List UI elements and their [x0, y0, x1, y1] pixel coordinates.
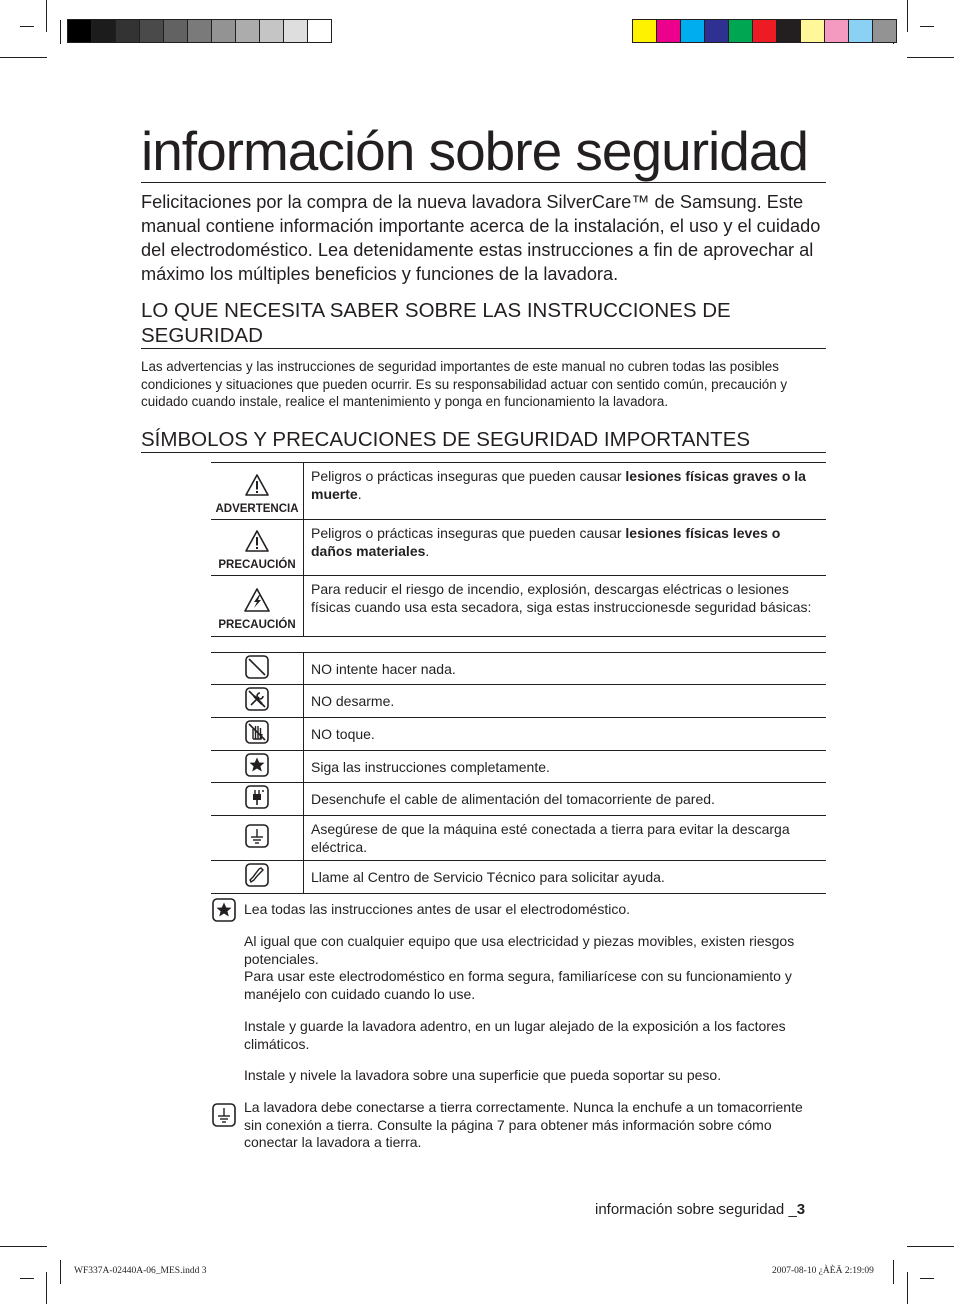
crop-mark — [907, 57, 954, 58]
symbol-cell — [211, 718, 304, 751]
follow-instructions-icon — [245, 753, 269, 777]
crop-mark — [907, 1272, 908, 1304]
table-row — [211, 653, 826, 685]
prohibited-icon — [245, 655, 269, 679]
crop-mark — [60, 20, 61, 44]
symbol-text: Siga las instrucciones completamente. — [304, 751, 827, 783]
caution-label: PRECAUCIÓN — [218, 559, 296, 571]
symbol-cell — [211, 685, 304, 718]
symbol-cell — [211, 653, 304, 685]
unplug-icon — [245, 785, 269, 809]
warning-triangle-icon — [245, 473, 269, 497]
caution-text: Para reducir el riesgo de incendio, explosión, descargas eléctricas o lesiones físicas cuando usa esta secadora, siga estas instruccionesde seguridad básicas: — [304, 576, 827, 637]
color-swatch — [825, 20, 849, 42]
symbol-text: Desenchufe el cable de alimentación del tomacorriente de pared. — [304, 783, 827, 816]
warning-label: ADVERTENCIA — [215, 502, 299, 515]
warning-cell — [211, 463, 304, 520]
table-row — [211, 816, 826, 861]
gray-swatch — [188, 20, 212, 42]
electric-shock-icon — [244, 587, 270, 613]
color-swatch — [729, 20, 753, 42]
gray-swatch — [236, 20, 260, 42]
table-row — [211, 718, 826, 751]
note-paragraph: Instale y guarde la lavadora adentro, en un lugar alejado de la exposición a los factores climáticos. — [244, 1018, 786, 1052]
note-paragraph: Al igual que con cualquier equipo que usa electricidad y piezas movibles, existen riesgos potenciales. — [244, 933, 795, 967]
color-swatch — [873, 20, 896, 42]
section-body: Las advertencias y las instrucciones de seguridad importantes de este manual no cubren todas las posibles condiciones y situaciones que pueden ocurrir. Es su responsabilidad actuar con sentido común, precaución y cuidado cuando instale, realice el mantenimiento y ponga en funcionamiento la lavadora. — [141, 359, 788, 410]
ground-icon — [212, 1103, 236, 1127]
table-row — [211, 685, 826, 718]
color-swatch — [753, 20, 777, 42]
gray-swatch — [308, 20, 331, 42]
crop-mark — [907, 0, 908, 32]
note-paragraph: Instale y nivele la lavadora sobre una superficie que pueda soportar su peso. — [244, 1067, 722, 1083]
crop-mark — [893, 1260, 894, 1284]
crop-mark — [60, 1260, 61, 1284]
crop-mark — [920, 1278, 934, 1279]
footer-text: información sobre seguridad _ — [595, 1201, 797, 1218]
note-paragraph: La lavadora debe conectarse a tierra correctamente. Nunca la enchufe a un tomacorriente sin conexión a tierra. Consulte la página 7 para obtener más información sobre cómo conectar la lavadora a tierra. — [244, 1099, 803, 1151]
table-row — [211, 751, 826, 783]
table-row — [211, 463, 826, 520]
gray-swatch — [140, 20, 164, 42]
crop-mark — [0, 57, 47, 58]
gray-swatch — [212, 20, 236, 42]
symbol-text: NO desarme. — [304, 685, 827, 718]
gray-swatch — [284, 20, 308, 42]
color-swatch — [657, 20, 681, 42]
phone-icon — [245, 863, 269, 887]
crop-mark — [0, 1246, 47, 1247]
note-paragraph: Para usar este electrodoméstico en forma segura, familiarícese con su funcionamiento y manéjelo con cuidado cuando lo use. — [244, 968, 792, 1002]
caution-label: PRECAUCIÓN — [218, 618, 296, 631]
symbol-cell — [211, 783, 304, 816]
symbol-cell — [211, 751, 304, 783]
symbol-text: Asegúrese de que la máquina esté conectada a tierra para evitar la descarga eléctrica. — [304, 816, 827, 861]
caution-text: Peligros o prácticas inseguras que pueden causar lesiones físicas leves o daños materiales. — [304, 520, 827, 576]
grayscale-bar — [67, 19, 332, 43]
symbol-cell — [211, 861, 304, 894]
no-touch-icon — [245, 720, 269, 744]
gray-swatch — [68, 20, 92, 42]
crop-mark — [46, 1272, 47, 1304]
crop-mark — [907, 1246, 954, 1247]
intro-paragraph: Felicitaciones por la compra de la nueva lavadora SilverCare™ de Samsung. Este manual contiene información importante acerca de la instalación, el uso y el cuidado del electrodoméstico. Lea detenidamente estas instrucciones a fin de aprovechar al máximo los múltiples beneficios y funciones de la lavadora. — [141, 192, 821, 284]
no-disassemble-icon — [245, 687, 269, 711]
warnings-table — [211, 462, 826, 637]
color-swatch — [681, 20, 705, 42]
symbol-text: Llame al Centro de Servicio Técnico para solicitar ayuda. — [304, 861, 827, 894]
gray-swatch — [92, 20, 116, 42]
follow-instructions-icon — [212, 898, 236, 922]
color-swatch — [801, 20, 825, 42]
symbols-table — [211, 652, 826, 894]
crop-mark — [20, 26, 34, 27]
crop-mark — [46, 0, 47, 32]
caution-cell — [211, 520, 304, 576]
note-paragraph: Lea todas las instrucciones antes de usar el electrodoméstico. — [244, 901, 630, 917]
color-swatch — [705, 20, 729, 42]
gray-swatch — [116, 20, 140, 42]
gray-swatch — [260, 20, 284, 42]
caution-cell — [211, 576, 304, 637]
warning-text: Peligros o prácticas inseguras que pueden causar lesiones físicas graves o la muerte. — [304, 463, 827, 520]
page-footer — [595, 1201, 805, 1218]
color-registration-bar — [632, 19, 897, 43]
table-row — [211, 861, 826, 894]
page-number: 3 — [796, 1201, 806, 1218]
slug-right: 2007-08-10 ¿ÀÈÄ 2:19:09 — [772, 1266, 874, 1276]
gray-swatch — [164, 20, 188, 42]
symbol-text: NO intente hacer nada. — [304, 653, 827, 685]
crop-mark — [920, 26, 934, 27]
table-row — [211, 520, 826, 576]
table-row — [211, 783, 826, 816]
section-heading-safety-instructions: LO QUE NECESITA SABER SOBRE LAS INSTRUCCIONES DE SEGURIDAD — [141, 298, 826, 349]
section-heading-symbols: SÍMBOLOS Y PRECAUCIONES DE SEGURIDAD IMPORTANTES — [141, 427, 826, 453]
crop-mark — [20, 1278, 34, 1279]
color-swatch — [849, 20, 873, 42]
ground-icon — [245, 824, 269, 848]
color-swatch — [633, 20, 657, 42]
slug-left: WF337A-02440A-06_MES.indd 3 — [74, 1266, 207, 1276]
symbol-text: NO toque. — [304, 718, 827, 751]
symbol-cell — [211, 816, 304, 861]
color-swatch — [777, 20, 801, 42]
warning-triangle-icon — [245, 529, 269, 553]
page-title: información sobre seguridad — [141, 120, 826, 183]
table-row — [211, 576, 826, 637]
